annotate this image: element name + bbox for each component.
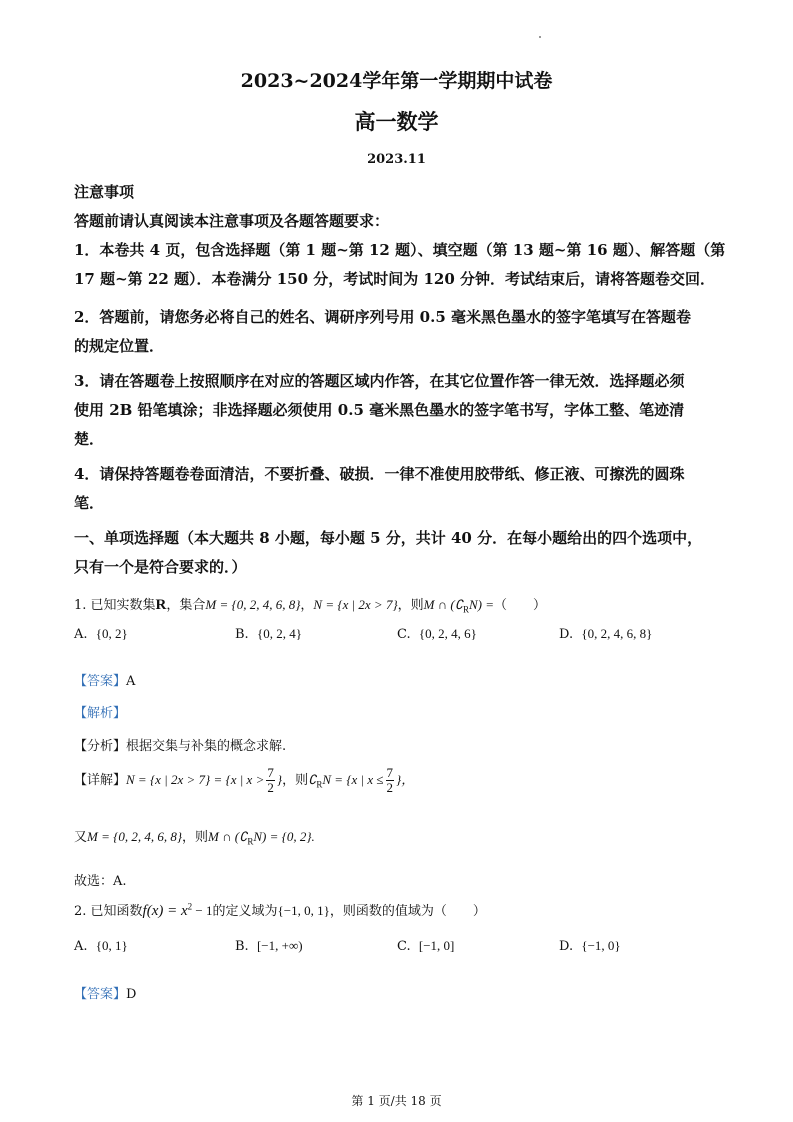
q1-detail: 【详解】N = {x | 2x > 7} = {x | x > $\frac{7}{2}$ }，则$∁_RN = \{x$ | x ≤ $\frac{7}{2}$ }， bbox=[74, 765, 415, 795]
q1-paren: （ ） bbox=[494, 598, 547, 613]
answer-value: A bbox=[126, 674, 136, 689]
page-footer: 第 1 页/共 18 页 bbox=[351, 1094, 442, 1108]
notice-item-2-line-2: 的规定位置． bbox=[74, 337, 165, 355]
q1-set-n: N = {x | 2x > 7} bbox=[313, 597, 398, 612]
q1-real-set: R bbox=[155, 597, 167, 613]
q2-option-c: C. [−1, 0] bbox=[397, 938, 455, 954]
notice-item-4-line-2: 笔． bbox=[74, 494, 105, 512]
also-result: N) = {0, 2}. bbox=[253, 829, 315, 844]
question-1-stem bbox=[74, 594, 546, 615]
exam-date: 2023.11 bbox=[367, 152, 426, 167]
exam-subject: 高一数学 bbox=[354, 109, 439, 134]
notice-heading: 注意事项 bbox=[74, 183, 135, 201]
q1-option-d: D. {0, 2, 4, 6, 8} bbox=[559, 626, 653, 642]
q2-answer bbox=[74, 983, 136, 1002]
also-expr: M ∩ (∁ bbox=[208, 829, 248, 844]
fenxi-text: 根据交集与补集的概念求解. bbox=[126, 739, 287, 754]
notice-item-1-line-2: 17 题~第 22 题）．本卷满分 150 分，考试时间为 120 分钟．考试结束后，请将答题卷交回． bbox=[74, 270, 715, 288]
section-heading-line-2: 只有一个是符合要求的．） bbox=[74, 558, 247, 576]
q1-also: 又M = {0, 2, 4, 6, 8}，则M ∩ $(∁_RN) = \{0$, 2}. bbox=[74, 829, 315, 847]
q1-prefix: 1. 已知实数集 bbox=[74, 598, 156, 613]
q1-option-c: C. {0, 2, 4, 6} bbox=[397, 626, 477, 642]
q1-answer bbox=[74, 670, 135, 689]
q2-func: f(x) = x bbox=[142, 903, 188, 919]
notice-item-3-line-2: 使用 2B 铅笔填涂；非选择题必须使用 0.5 毫米黑色墨水的签字笔书写，字体工整、笔迹清 bbox=[74, 401, 685, 419]
q2-domain: {−1, 0, 1} bbox=[277, 903, 330, 918]
q2-option-a: A. {0, 1} bbox=[74, 938, 128, 954]
notice-item-1-line-1: 1．本卷共 4 页，包含选择题（第 1 题~第 12 题）、填空题（第 13 题~第 16 题）、解答题（第 bbox=[74, 241, 726, 259]
corner-dot bbox=[539, 36, 541, 38]
q1-choose: 故选：A. bbox=[74, 874, 127, 889]
q2-prefix: 2. 已知函数 bbox=[74, 904, 143, 919]
q1-set-m: M = {0, 2, 4, 6, 8} bbox=[205, 597, 301, 612]
answer-value: D bbox=[126, 987, 137, 1002]
answer-tag: 【答案】 bbox=[74, 987, 127, 1002]
also-set-m: M = {0, 2, 4, 6, 8} bbox=[87, 829, 183, 844]
q1-comma: ， bbox=[300, 598, 314, 613]
question-2-stem: 2. 已知函数$f(x) = x^2 - 1$的定义域为{−1, 0, 1}，则函数的值域为（ ） bbox=[74, 901, 486, 919]
q1-analysis-tag: 【解析】 bbox=[74, 706, 127, 721]
notice-item-2-line-1: 2．答题前，请您务必将自己的姓名、调研序列号用 0.5 毫米黑色墨水的签字笔填写在答题卷 bbox=[74, 308, 691, 326]
q1-expr-end: N) = bbox=[469, 597, 495, 612]
detail-set-n: N = {x | 2x > 7} = {x | x > bbox=[126, 772, 265, 787]
exam-title: 2023~2024学年第一学期期中试卷 bbox=[240, 70, 553, 92]
notice-intro: 答题前请认真阅读本注意事项及各题答题要求： bbox=[74, 212, 390, 230]
section-heading-line-1: 一、单项选择题（本大题共 8 小题，每小题 5 分，共计 40 分．在每小题给出的四个选项中， bbox=[74, 529, 703, 547]
detail-tag: 【详解】 bbox=[74, 773, 127, 788]
q2-option-b: B. [−1, +∞) bbox=[235, 938, 303, 954]
q1-option-b: B. {0, 2, 4} bbox=[235, 626, 302, 642]
q1-expr: M ∩ (∁ bbox=[423, 597, 463, 612]
q1-then: ，则 bbox=[397, 598, 424, 613]
detail-fraction-2: $\frac{7}{2}$ bbox=[386, 765, 394, 795]
fenxi-tag: 【分析】 bbox=[74, 739, 127, 754]
q1-option-a: A. {0, 2} bbox=[74, 626, 128, 642]
q1-sep: ，集合 bbox=[166, 598, 206, 613]
notice-item-3-line-3: 楚． bbox=[74, 430, 105, 448]
q2-option-d: D. {−1, 0} bbox=[559, 938, 621, 954]
answer-tag: 【答案】 bbox=[74, 674, 127, 689]
notice-item-3-line-1: 3．请在答题卷上按照顺序在对应的答题区域内作答，在其它位置作答一律无效．选择题必须 bbox=[74, 372, 685, 390]
q1-expr-sub: R bbox=[463, 604, 470, 615]
q1-fenxi bbox=[74, 735, 286, 754]
detail-complement: ∁ bbox=[308, 772, 317, 787]
detail-set-n-comp: N = {x | x ≤ bbox=[322, 772, 384, 787]
detail-fraction: $\frac{7}{2}$ bbox=[267, 765, 274, 795]
notice-item-4-line-1: 4．请保持答题卷卷面清洁，不要折叠、破损．一律不准使用胶带纸、修正液、可擦洗的圆珠 bbox=[74, 465, 685, 483]
